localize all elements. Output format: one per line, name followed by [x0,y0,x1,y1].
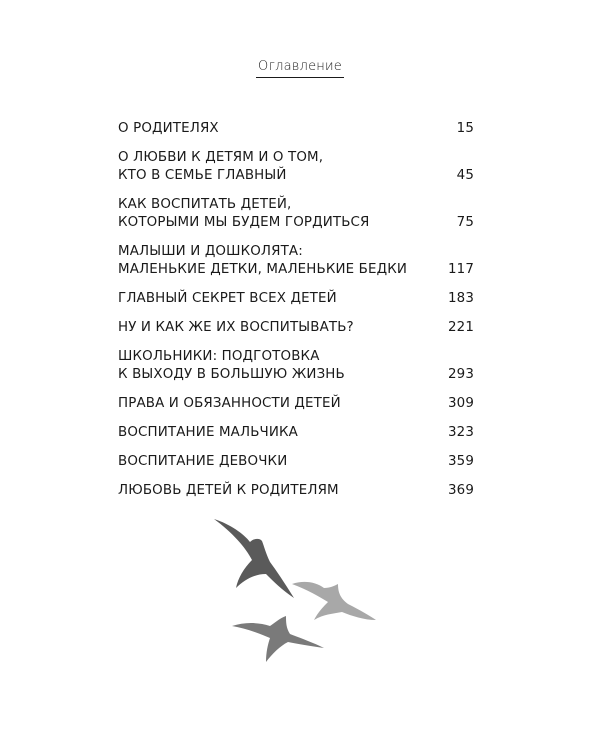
toc-entry-page-number: 293 [447,367,474,382]
toc-entry-title: КОТОРЫМИ МЫ БУДЕМ ГОРДИТЬСЯ [118,215,370,230]
toc-entry [118,120,474,138]
toc-entry [118,290,474,308]
toc-entry-page-number: 45 [456,168,474,183]
toc-entry-title: К ВЫХОДУ В БОЛЬШУЮ ЖИЗНЬ [118,367,345,382]
toc-entry-title: ШКОЛЬНИКИ: ПОДГОТОВКА [118,349,320,364]
toc-entry-page-number: 183 [447,291,474,306]
toc-entry-title: ПРАВА И ОБЯЗАННОСТИ ДЕТЕЙ [118,396,341,411]
toc-entry-title: МАЛЕНЬКИЕ ДЕТКИ, МАЛЕНЬКИЕ БЕДКИ [118,262,408,277]
toc-entry [118,424,474,442]
bird-light-icon [292,582,376,620]
toc-entry-page-number: 369 [447,483,474,498]
toc-entry [118,348,474,384]
toc-entry-title: НУ И КАК ЖЕ ИХ ВОСПИТЫВАТЬ? [118,320,354,335]
bird-dark-icon [214,519,294,598]
toc-entry-page-number: 359 [447,454,474,469]
toc-entry-page-number: 15 [456,121,474,136]
toc-entry [118,453,474,471]
toc-entry [118,243,474,279]
toc-entry-page-number: 309 [447,396,474,411]
flying-birds-icon [214,516,384,666]
toc-entry-page-number: 323 [447,425,474,440]
toc-entry [118,319,474,337]
toc-entry-title: О РОДИТЕЛЯХ [118,121,219,136]
toc-heading-text: Оглавление [256,59,344,78]
toc-entry-page-number: 117 [447,262,474,277]
table-of-contents [118,120,474,511]
toc-entry-title: КАК ВОСПИТАТЬ ДЕТЕЙ, [118,197,292,212]
toc-entry-title: МАЛЫШИ И ДОШКОЛЯТА: [118,244,303,259]
toc-heading [0,55,600,78]
toc-entry [118,196,474,232]
toc-entry-title: ЛЮБОВЬ ДЕТЕЙ К РОДИТЕЛЯМ [118,483,339,498]
toc-entry-title: О ЛЮБВИ К ДЕТЯМ И О ТОМ, [118,150,324,165]
toc-entry-title: КТО В СЕМЬЕ ГЛАВНЫЙ [118,168,287,183]
toc-entry [118,482,474,500]
toc-entry-page-number: 221 [447,320,474,335]
toc-entry-page-number: 75 [456,215,474,230]
toc-entry-title: ВОСПИТАНИЕ МАЛЬЧИКА [118,425,298,440]
toc-entry [118,149,474,185]
bird-mid-icon [232,616,324,662]
toc-entry-title: ГЛАВНЫЙ СЕКРЕТ ВСЕХ ДЕТЕЙ [118,291,337,306]
toc-entry-title: ВОСПИТАНИЕ ДЕВОЧКИ [118,454,288,469]
toc-entry [118,395,474,413]
